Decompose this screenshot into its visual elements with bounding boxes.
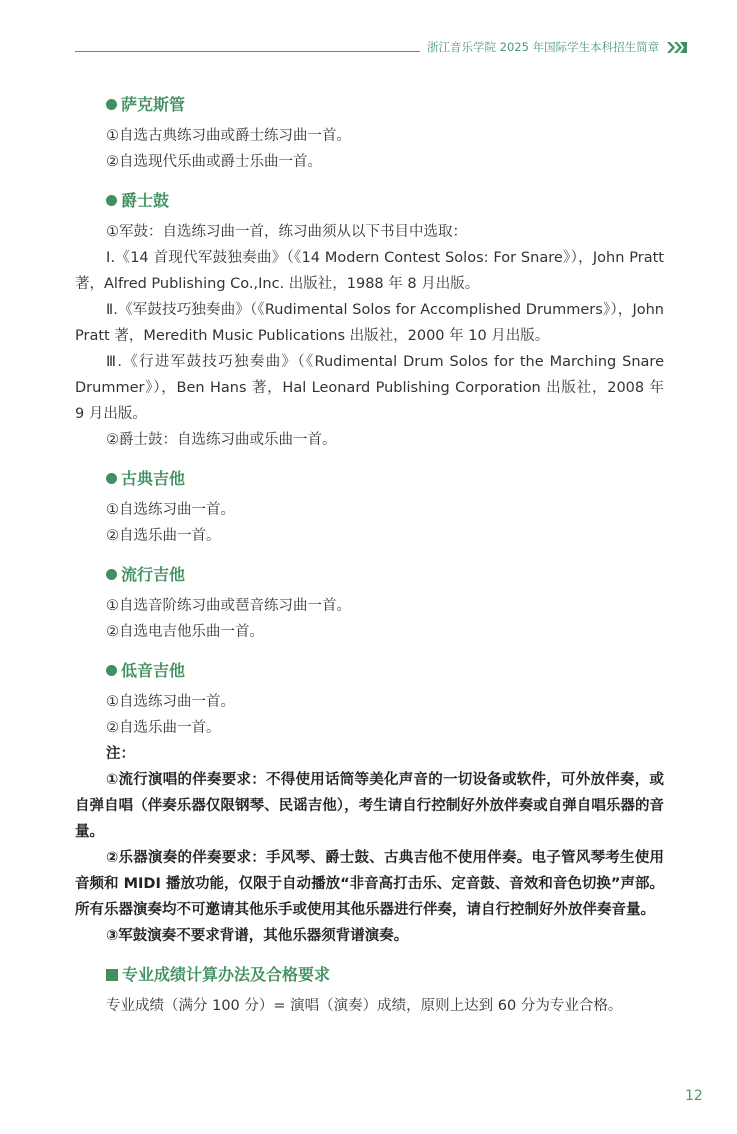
paragraph: ①自选音阶练习曲或琶音练习曲一首。 [106,598,351,614]
paragraph: ①军鼓：自选练习曲一首，练习曲须从以下书目中选取： [106,224,467,240]
paragraph: Ⅱ.《军鼓技巧独奏曲》（《Rudimental Solos for Accomplished Drummers》），John Pratt 著，Meredith Music Publications 出版社，2000 年 10 月出版。 [75,302,664,344]
header-title: 浙江音乐学院 2025 年国际学生本科招生简章 [427,40,660,54]
heading-text: 流行吉他 [121,565,186,584]
paragraph: 专业成绩（满分 100 分）= 演唱（演奏）成绩，原则上达到 60 分为专业合格。 [106,998,623,1014]
paragraph: ①自选练习曲一首。 [106,502,235,518]
bullet-icon [106,195,117,206]
note-item: ①流行演唱的伴奏要求：不得使用话筒等美化声音的一切设备或软件，可外放伴奏，或自弹自唱（伴奏乐器仅限钢琴、民谣吉他），考生请自行控制好外放伴奏或自弹自唱乐器的音量。 [75,772,664,840]
heading-text: 爵士鼓 [121,191,170,210]
bullet-icon [106,665,117,676]
paragraph: ②自选乐曲一首。 [106,720,221,736]
paragraph: ②爵士鼓：自选练习曲或乐曲一首。 [106,432,337,448]
paragraph: Ⅲ.《行进军鼓技巧独奏曲》（《Rudimental Drum Solos for the Marching Snare Drummer》），Ben Hans 著，Hal Leonard Publishing Corporation 出版社，2008 年 9 月出版。 [75,354,664,422]
heading-text: 专业成绩计算办法及合格要求 [122,965,331,984]
paragraph: ①自选古典练习曲或爵士练习曲一首。 [106,128,351,144]
heading-text: 萨克斯管 [121,95,186,114]
bullet-icon [106,569,117,580]
note-item: ②乐器演奏的伴奏要求：手风琴、爵士鼓、古典吉他不使用伴奏。电子管风琴考生使用音频和 MIDI 播放功能，仅限于自动播放“非音高打击乐、定音鼓、音效和音色切换”声部。所有乐器演奏均不可邀请其他乐手或使用其他乐器进行伴奏，请自行控制好外放伴奏音量。 [75,850,664,918]
section-heading-scoring [106,962,664,988]
section-heading [106,92,664,118]
paragraph: ①自选练习曲一首。 [106,694,235,710]
page-content [75,92,664,1019]
section-heading [106,658,664,684]
notes-label: 注： [106,746,135,762]
section-heading [106,188,664,214]
note-item: ③军鼓演奏不要求背谱，其他乐器须背谱演奏。 [106,928,409,944]
double-chevron-right-icon [666,41,687,54]
heading-text: 低音吉他 [121,661,186,680]
heading-text: 古典吉他 [121,469,186,488]
section-heading [106,466,664,492]
section-heading [106,562,664,588]
paragraph: ②自选电吉他乐曲一首。 [106,624,264,640]
paragraph: ②自选现代乐曲或爵士乐曲一首。 [106,154,322,170]
bullet-icon [106,473,117,484]
square-bullet-icon [106,969,118,981]
paragraph: ②自选乐曲一首。 [106,528,221,544]
paragraph: Ⅰ.《14 首现代军鼓独奏曲》（《14 Modern Contest Solos: For Snare》），John Pratt 著，Alfred Publishing Co.,Inc. 出版社，1988 年 8 月出版。 [75,250,664,292]
page-number: 12 [685,1088,703,1104]
header-rule [75,51,420,52]
bullet-icon [106,99,117,110]
